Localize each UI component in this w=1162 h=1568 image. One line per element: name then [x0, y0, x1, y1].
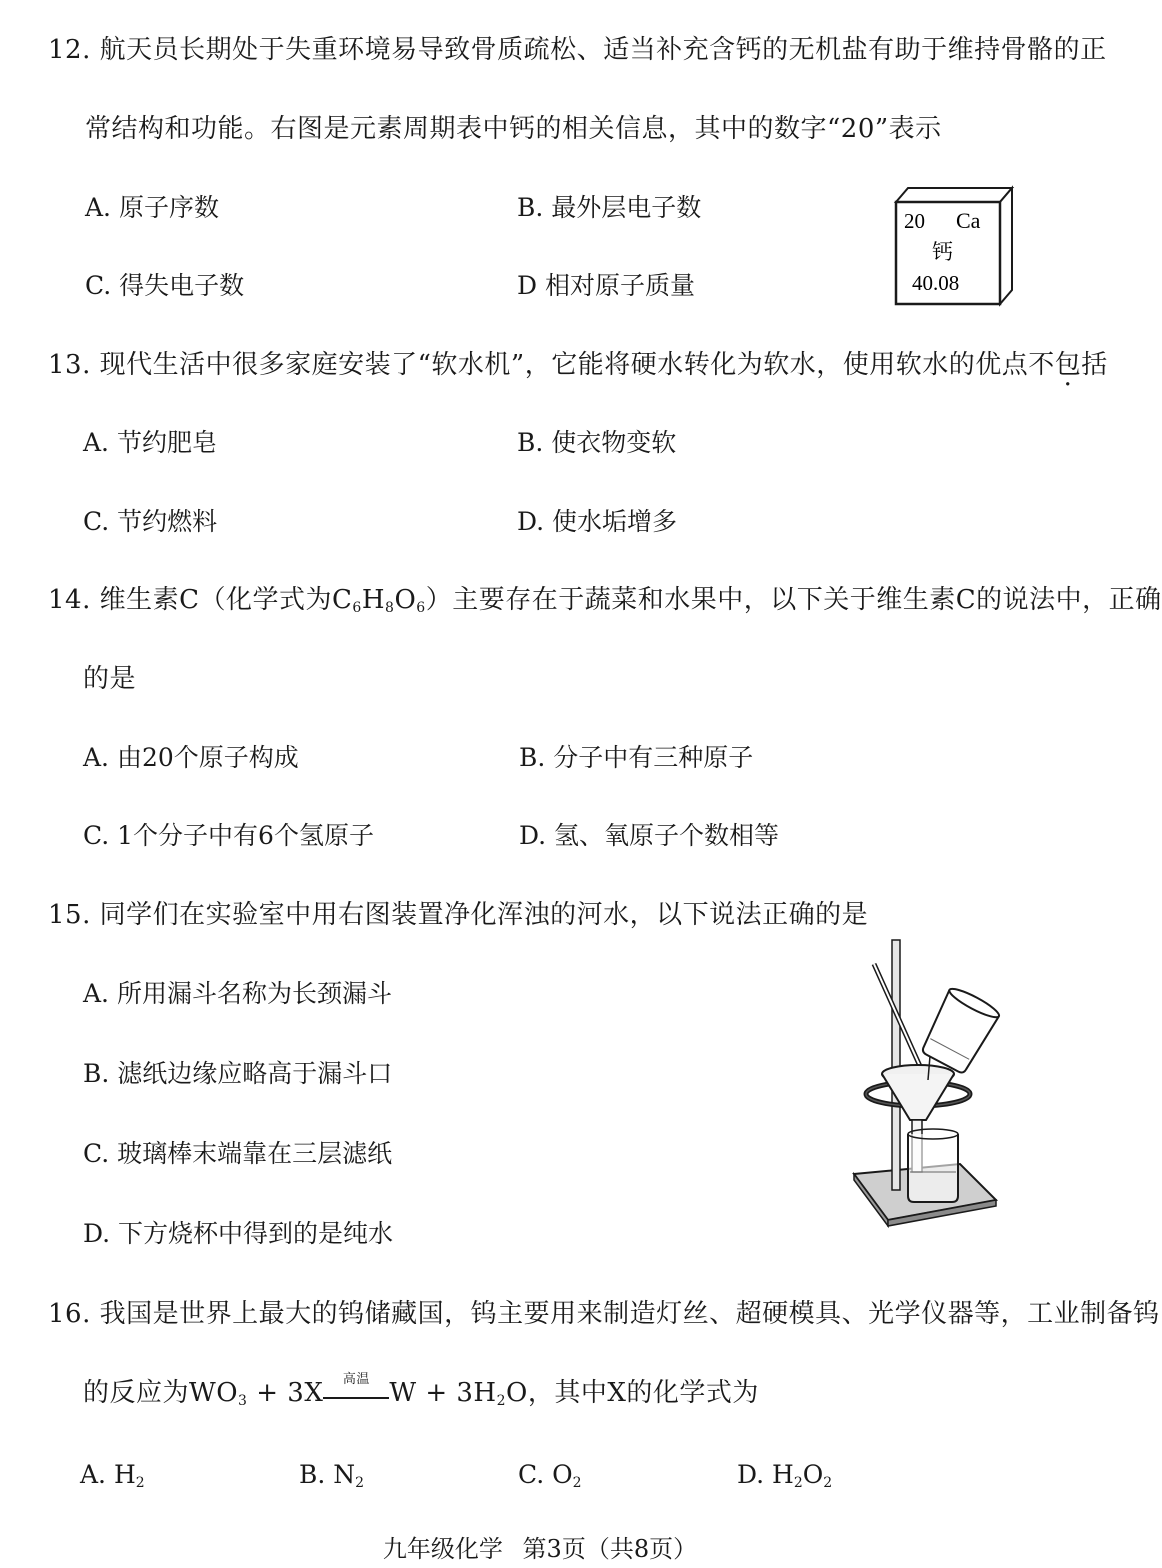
- q14-option-d: D. 氢、氧原子个数相等: [519, 821, 780, 850]
- q14-option-a: A. 由20个原子构成: [83, 743, 299, 772]
- q14-option-c: C. 1个分子中有6个氢原子: [83, 821, 374, 850]
- footer-subject: 九年级化学: [382, 1535, 503, 1563]
- q14-stem-line1: [48, 583, 1162, 625]
- element-name: 钙: [932, 240, 953, 264]
- q13-option-d: D. 使水垢增多: [517, 507, 678, 536]
- q13-stem-line1: [48, 348, 1108, 382]
- q12-option-c: C. 得失电子数: [85, 271, 245, 300]
- q16-option-b: B. $N_2$: [299, 1460, 365, 1491]
- q12-stem-line1: 12. 航天员长期处于失重环境易导致骨质疏松、适当补充含钙的无机盐有助于维持骨骼的正: [48, 35, 1107, 65]
- q15-option-b: B. 滤纸边缘应略高于漏斗口: [83, 1059, 393, 1088]
- calcium-element-card: [890, 184, 1020, 308]
- q12-option-a: A. 原子序数: [85, 193, 219, 222]
- q14-stem-post: ）主要存在于蔬菜和水果中，以下关于维生素C的说法中，正确: [425, 585, 1162, 615]
- footer-page-number: 第3页（共8页）: [522, 1535, 698, 1563]
- vitamin-c-formula: $C_6H_8O_6$: [332, 585, 426, 616]
- element-atomic-number: 20: [904, 209, 925, 233]
- q15-option-d: D. 下方烧杯中得到的是纯水: [83, 1219, 394, 1248]
- reaction-condition: 高温: [323, 1389, 389, 1399]
- element-symbol: Ca: [956, 208, 981, 233]
- q15-stem-line1: 15. 同学们在实验室中用右图装置净化浑浊的河水，以下说法正确的是: [48, 900, 869, 930]
- q13-option-c: C. 节约燃料: [83, 507, 218, 536]
- q13-option-b: B. 使衣物变软: [517, 428, 677, 457]
- q14-option-b: B. 分子中有三种原子: [519, 743, 754, 772]
- q16-option-c: C. $O_2$: [518, 1460, 582, 1491]
- q16-option-a: A. $H_2$: [80, 1460, 145, 1491]
- q14-stem-pre: 14. 维生素C（化学式为: [48, 585, 333, 615]
- q13-stem-text: 13. 现代生活中很多家庭安装了“软水机”，它能将硬水转化为软水，使用软水的优点: [48, 350, 1029, 380]
- q16-option-d: D. $H_2O_2$: [737, 1460, 833, 1491]
- q12-option-d: D 相对原子质量: [517, 271, 695, 300]
- q12-stem-line2: 常结构和功能。右图是元素周期表中钙的相关信息，其中的数字“20”表示: [85, 114, 942, 144]
- element-atomic-mass: 40.08: [912, 271, 960, 295]
- q16-stem-line2: 的反应为$WO_3 + 3X$ 高温 $W + 3H_2O$，其中X的化学式为: [83, 1372, 759, 1409]
- q14-stem-line2: 的是: [83, 664, 137, 694]
- q13-emphasis: 不包括: [1028, 350, 1108, 380]
- q15-option-a: A. 所用漏斗名称为长颈漏斗: [83, 979, 392, 1008]
- q16-stem-line1: 16. 我国是世界上最大的钨储藏国，钨主要用来制造灯丝、超硬模具、光学仪器等，工业制备钨: [48, 1299, 1160, 1329]
- q12-option-b: B. 最外层电子数: [517, 193, 702, 222]
- q13-option-a: A. 节约肥皂: [83, 428, 217, 457]
- filtration-apparatus-figure: [848, 934, 998, 1230]
- q15-option-c: C. 玻璃棒末端靠在三层滤纸: [83, 1139, 393, 1168]
- page-footer: [0, 1534, 1080, 1564]
